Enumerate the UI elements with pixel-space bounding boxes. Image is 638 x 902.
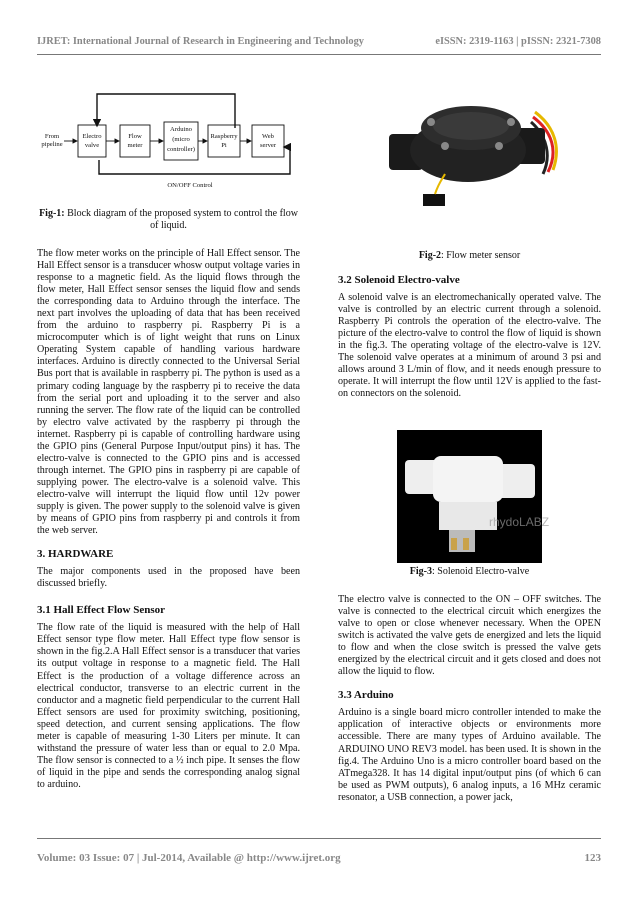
photo-watermark: rhydoLABZ <box>489 515 550 529</box>
issn: eISSN: 2319-1163 | pISSN: 2321-7308 <box>435 36 601 47</box>
section-heading-arduino: 3.3 Arduino <box>338 689 394 702</box>
fig3-caption: Fig-3: Solenoid Electro-valve <box>409 566 530 577</box>
svg-text:Webserver: Web server <box>259 133 277 149</box>
fig1-caption: Fig-1: Block diagram of the proposed system to control the flow of liquid. <box>39 208 298 231</box>
fig3-solenoid-photo <box>397 430 550 563</box>
svg-text:RaspberryPi: Raspberry Pi <box>210 133 238 149</box>
fig2-flow-meter-photo <box>383 82 563 222</box>
svg-text:Arduino(microcontroller): Arduino (micro controller) <box>167 126 195 153</box>
paragraph: The electro valve is connected to the ON – OFF switches. The valve is connected to the electrical circuit which energizes the valve to open or close whenever necessary. When the OPEN switch is activated the valve gets de energized and lets the liquid to flow and when the close switch is pressed the valve gets energized by the electrical circuit and it gets closed and does not allow the liquid to flow. <box>338 594 601 678</box>
volume-info: Volume: 03 Issue: 07 | Jul-2014, Available @ http://www.ijret.org <box>37 852 341 864</box>
svg-text:Electrovalve: Electro valve <box>82 133 102 149</box>
fig1-block-diagram <box>40 92 300 192</box>
header-rule <box>37 54 601 55</box>
right-column <box>338 250 601 400</box>
running-footer <box>37 852 601 864</box>
paragraph: Arduino is a single board micro controller intended to make the application of interactive objects or environments more accessible. There are many types of Arduino available. The ARDUINO UNO REV3 model. has been used. It is shown in the fig.4. The Arduino Uno is a micro controller board based on the ATmega328. It has 14 digital input/output pins (of which 6 can be used as PWM outputs), 6 analog inputs, a 16 MHz ceramic resonator, a USB connection, a power jack, <box>338 707 601 803</box>
block-web-server <box>252 125 284 157</box>
block-raspberry-pi <box>208 125 240 157</box>
section-heading-hall-effect: 3.1 Hall Effect Flow Sensor <box>37 604 166 617</box>
block-electro-valve <box>78 125 106 157</box>
paragraph: The flow rate of the liquid is measured with the help of Hall Effect sensor type flow meter. Hall Effect type flow sensor is shown in the fig.2.A Hall Effect sensor is a transducer that varies its output voltage in response to a magnetic field. The Hall Effect is the production of a voltage difference across an electrical conductor, transverse to an electric current in the conductor and a magnetic field perpendicular to the current Hall Effect sensors are used for proximity switching, positioning, speed detection, and current sensing applications. The flow meter is capable of measuring 1-30 Liters per minute. It can withstand the pressure of water less than or equal to 2.0 Mpa. The flow sensor is connected to a ½ inch pipe. It senses the flow of liquid in the pipe and sends the corresponding analog signal to arduino. <box>37 622 300 790</box>
paragraph: The flow meter works on the principle of Hall Effect sensor. The Hall Effect sensor is a transducer whosw output voltage varies in response to a magnetic field. As the liquid flows through the flow meter, Hall Effect sensor senses the liquid flow and sends the corresponding data to Arduino through the interface. The next part involves the uploading of data that has been received from the arduino to raspberry pi. Raspberry Pi is a microcomputer which is of light weight that runs on Linux Operating System capable of handling various hardware interfaces. Arduino is directly connected to the Universal Serial Bus port that is available in raspberry pi. The python is used as a primary coding language by the raspberry pi to receive the data from the serial port and uploading it to the server and also running the server. The flow rate of the liquid can be controlled by electro valve activated by the raspberry pi through the internet. Raspberry pi is capable of controlling hardware using the GPIO pins (General Purpose Input/output pins) it has. The electro-valve is connected to the GPIO pins and is accessed through internet. The GPIO pins in raspberry pi are capable of supplying power. The electro-valve is a solenoid valve. This electro-valve will interrupt the liquid flow until 12v power supply is given. The power supply to the solenoid valve is given by means of GPIO pins from raspberry pi and controls it from the web server. <box>37 248 300 537</box>
fig2-caption: Fig-2: Flow meter sensor <box>418 250 521 261</box>
section-heading-solenoid: 3.2 Solenoid Electro-valve <box>338 274 460 286</box>
running-header <box>37 36 601 47</box>
paragraph: A solenoid valve is an electromechanically operated valve. The valve is controlled by an electric current through a solenoid. Raspberry Pi controls the operation of the electro-valve. The picture of the electro-valve to control the flow of liquid is shown in the fig.3. The operating voltage of the electro-valve is 12V. The solenoid valve operates at a minimum of around 3 psi and allows around 3 L/min of flow, and it needs enough pressure to operate. It will interrupt the flow until 12V is applied to the fast-on connectors on the solenoid. <box>338 292 601 400</box>
left-column <box>37 208 300 791</box>
right-column-lower <box>338 566 601 804</box>
paragraph: The major components used in the proposed have been discussed briefly. <box>37 566 300 590</box>
journal-name: IJRET: International Journal of Research in Engineering and Technology <box>37 36 364 47</box>
section-heading-hardware: 3. HARDWARE <box>37 548 114 561</box>
block-flow-meter <box>120 125 150 157</box>
footer-rule <box>37 838 601 839</box>
svg-text:Frompipeline: From pipeline <box>41 133 63 148</box>
onoff-label: ON/OFF Control <box>167 182 213 189</box>
page-number: 123 <box>584 852 601 864</box>
svg-text:Flowmeter: Flow meter <box>127 133 143 149</box>
